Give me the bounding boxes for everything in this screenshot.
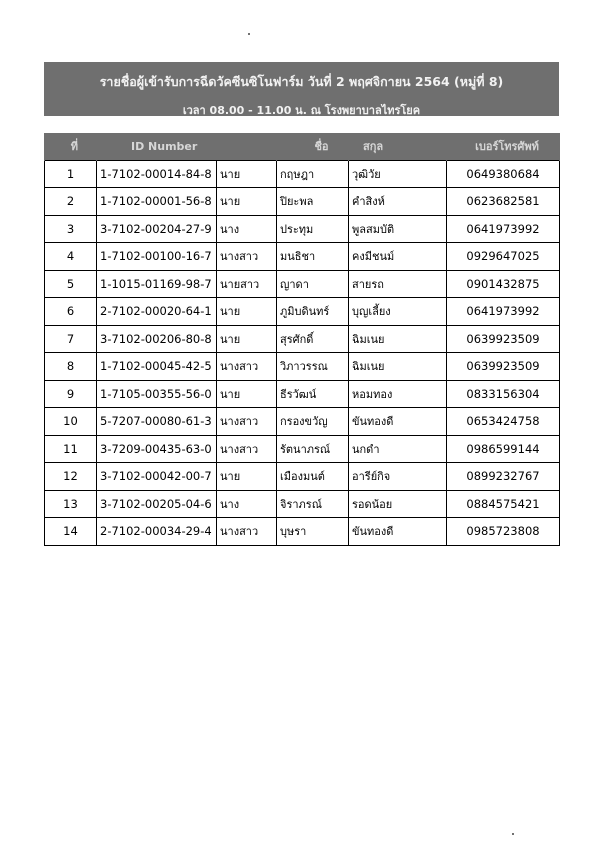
column-header-last-name: สกุล: [349, 133, 447, 160]
phone-number-cell: 0899232767: [447, 463, 560, 491]
row-number: 12: [45, 463, 97, 491]
id-number-cell: 1-7105-00355-56-0: [97, 380, 217, 408]
phone-number-cell: 0986599144: [447, 435, 560, 463]
row-number: 4: [45, 243, 97, 271]
last-name-cell: ฉิมเนย: [349, 353, 447, 381]
table-row: [45, 463, 560, 491]
first-name-cell: จิราภรณ์: [277, 490, 349, 518]
id-number-cell: 2-7102-00034-29-4: [97, 518, 217, 546]
table-row: [45, 490, 560, 518]
name-title-cell: นางสาว: [217, 243, 277, 271]
name-title-cell: นางสาว: [217, 353, 277, 381]
last-name-cell: คำสิงห์: [349, 188, 447, 216]
phone-number-cell: 0649380684: [447, 160, 560, 188]
row-number: 13: [45, 490, 97, 518]
row-number: 8: [45, 353, 97, 381]
phone-number-cell: 0901432875: [447, 270, 560, 298]
row-number: 1: [45, 160, 97, 188]
name-title-cell: นางสาว: [217, 518, 277, 546]
row-number: 3: [45, 215, 97, 243]
name-title-cell: นาย: [217, 188, 277, 216]
name-title-cell: นาย: [217, 298, 277, 326]
phone-number-cell: 0985723808: [447, 518, 560, 546]
column-header-first-name: ชื่อ: [277, 133, 349, 160]
first-name-cell: มนธิชา: [277, 243, 349, 271]
table-row: [45, 298, 560, 326]
table-row: [45, 215, 560, 243]
id-number-cell: 1-7102-00045-42-5: [97, 353, 217, 381]
table-row: [45, 188, 560, 216]
phone-number-cell: 0884575421: [447, 490, 560, 518]
table-row: [45, 518, 560, 546]
last-name-cell: คงมีชนม์: [349, 243, 447, 271]
id-number-cell: 3-7102-00042-00-7: [97, 463, 217, 491]
name-title-cell: นาย: [217, 463, 277, 491]
row-number: 11: [45, 435, 97, 463]
vaccination-roster-table: [44, 133, 560, 546]
phone-number-cell: 0929647025: [447, 243, 560, 271]
id-number-cell: 1-7102-00014-84-8: [97, 160, 217, 188]
phone-number-cell: 0639923509: [447, 325, 560, 353]
phone-number-cell: 0639923509: [447, 353, 560, 381]
table-row: [45, 435, 560, 463]
first-name-cell: ปิยะพล: [277, 188, 349, 216]
last-name-cell: ขันทองดี: [349, 408, 447, 436]
row-number: 6: [45, 298, 97, 326]
scan-speck: [248, 33, 250, 35]
row-number: 10: [45, 408, 97, 436]
table-row: [45, 408, 560, 436]
name-title-cell: นางสาว: [217, 408, 277, 436]
last-name-cell: วุฒิวัย: [349, 160, 447, 188]
table-row: [45, 325, 560, 353]
document-subtitle: เวลา 08.00 - 11.00 น. ณ โรงพยาบาลไทรโยค: [182, 104, 421, 117]
name-title-cell: นาง: [217, 215, 277, 243]
name-title-cell: นาย: [217, 160, 277, 188]
row-number: 2: [45, 188, 97, 216]
phone-number-cell: 0653424758: [447, 408, 560, 436]
id-number-cell: 5-7207-00080-61-3: [97, 408, 217, 436]
name-title-cell: นาย: [217, 325, 277, 353]
phone-number-cell: 0833156304: [447, 380, 560, 408]
first-name-cell: ประทุม: [277, 215, 349, 243]
scan-speck: [512, 833, 514, 835]
column-header-number: ที่: [45, 133, 97, 160]
table-row: [45, 270, 560, 298]
first-name-cell: ธีรวัฒน์: [277, 380, 349, 408]
name-title-cell: นางสาว: [217, 435, 277, 463]
first-name-cell: เมืองมนต์: [277, 463, 349, 491]
table-row: [45, 160, 560, 188]
id-number-cell: 3-7102-00206-80-8: [97, 325, 217, 353]
phone-number-cell: 0641973992: [447, 298, 560, 326]
first-name-cell: กฤษฎา: [277, 160, 349, 188]
id-number-cell: 2-7102-00020-64-1: [97, 298, 217, 326]
table-body: [45, 160, 560, 545]
document-title: รายชื่อผู้เข้ารับการฉีดวัคซีนซิโนฟาร์ม วันที่ 2 พฤศจิกายน 2564 (หมู่ที่ 8): [99, 74, 504, 89]
last-name-cell: หอมทอง: [349, 380, 447, 408]
column-header-id-number: ID Number: [97, 133, 277, 160]
table-row: [45, 380, 560, 408]
first-name-cell: บุษรา: [277, 518, 349, 546]
row-number: 14: [45, 518, 97, 546]
row-number: 9: [45, 380, 97, 408]
id-number-cell: 1-1015-01169-98-7: [97, 270, 217, 298]
row-number: 5: [45, 270, 97, 298]
first-name-cell: ญาดา: [277, 270, 349, 298]
first-name-cell: วิภาวรรณ: [277, 353, 349, 381]
id-number-cell: 1-7102-00001-56-8: [97, 188, 217, 216]
column-header-phone: เบอร์โทรศัพท์: [447, 133, 560, 160]
table-row: [45, 353, 560, 381]
last-name-cell: สายรถ: [349, 270, 447, 298]
name-title-cell: นาย: [217, 380, 277, 408]
phone-number-cell: 0623682581: [447, 188, 560, 216]
last-name-cell: นกดำ: [349, 435, 447, 463]
first-name-cell: สุรศักดิ์: [277, 325, 349, 353]
name-title-cell: นาง: [217, 490, 277, 518]
id-number-cell: 1-7102-00100-16-7: [97, 243, 217, 271]
first-name-cell: ภูมิบดินทร์: [277, 298, 349, 326]
name-title-cell: นายสาว: [217, 270, 277, 298]
last-name-cell: อารีย์กิจ: [349, 463, 447, 491]
id-number-cell: 3-7209-00435-63-0: [97, 435, 217, 463]
last-name-cell: ฉิมเนย: [349, 325, 447, 353]
last-name-cell: ขันทองดี: [349, 518, 447, 546]
table-row: [45, 243, 560, 271]
phone-number-cell: 0641973992: [447, 215, 560, 243]
first-name-cell: รัตนาภรณ์: [277, 435, 349, 463]
last-name-cell: รอดน้อย: [349, 490, 447, 518]
id-number-cell: 3-7102-00204-27-9: [97, 215, 217, 243]
id-number-cell: 3-7102-00205-04-6: [97, 490, 217, 518]
document-header: [44, 62, 559, 116]
table-header-row: [45, 133, 560, 160]
last-name-cell: บุญเลี้ยง: [349, 298, 447, 326]
row-number: 7: [45, 325, 97, 353]
last-name-cell: พูลสมบัติ: [349, 215, 447, 243]
first-name-cell: กรองขวัญ: [277, 408, 349, 436]
